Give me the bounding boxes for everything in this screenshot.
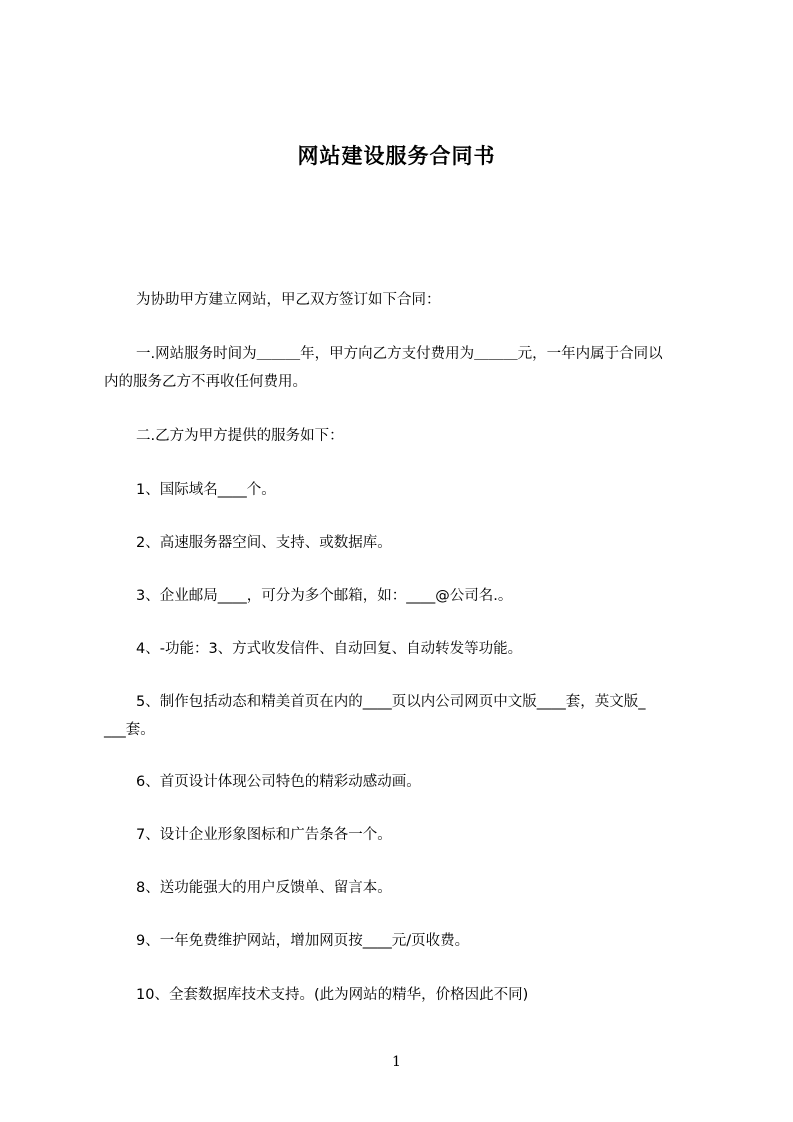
service-item-8: 8、送功能强大的用户反馈单、留言本。 bbox=[136, 880, 392, 896]
service-item-9: 9、一年免费维护网站，增加网页按____元/页收费。 bbox=[136, 933, 470, 949]
service-item-4: 4、-功能：3、方式收发信件、自动回复、自动转发等功能。 bbox=[136, 641, 523, 657]
service-item-1: 1、国际域名____个。 bbox=[136, 482, 276, 498]
service-item-5-line-1: 5、制作包括动态和精美首页在内的____页以内公司网页中文版____套，英文版_ bbox=[136, 694, 646, 710]
intro-paragraph: 为协助甲方建立网站，甲乙双方签订如下合同： bbox=[136, 292, 441, 308]
service-item-10: 10、全套数据库技术支持。(此为网站的精华，价格因此不同) bbox=[136, 987, 529, 1003]
clause-1-line-2: 内的服务乙方不再收任何费用。 bbox=[104, 374, 307, 390]
service-item-5-line-2: ___套。 bbox=[104, 722, 155, 738]
page-number: 1 bbox=[392, 1054, 401, 1070]
service-item-3: 3、企业邮局____，可分为多个邮箱，如：____@公司名.。 bbox=[136, 588, 513, 604]
clause-1-line-1: 一.网站服务时间为＿＿＿年，甲方向乙方支付费用为＿＿＿元，一年内属于合同以 bbox=[136, 346, 663, 362]
document-title: 网站建设服务合同书 bbox=[297, 144, 496, 168]
service-item-6: 6、首页设计体现公司特色的精彩动感动画。 bbox=[136, 774, 421, 790]
service-item-7: 7、设计企业形象图标和广告条各一个。 bbox=[136, 827, 392, 843]
clause-2-heading: 二.乙方为甲方提供的服务如下： bbox=[136, 428, 344, 444]
service-item-2: 2、高速服务器空间、支持、或数据库。 bbox=[136, 535, 392, 551]
